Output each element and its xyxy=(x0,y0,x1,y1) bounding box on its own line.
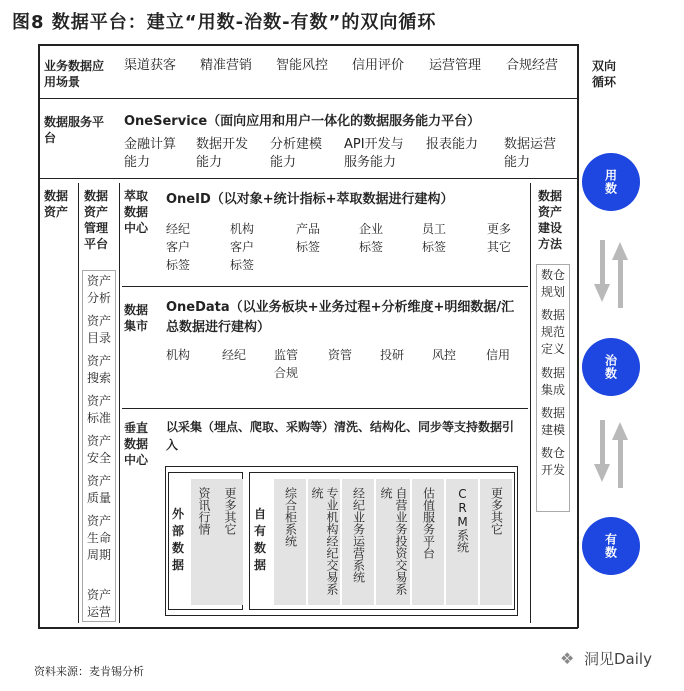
divider-app-service xyxy=(38,98,578,99)
oneid-item: 员工标签 xyxy=(422,222,447,254)
service-item: 报表能力 xyxy=(426,137,479,152)
divider-oneid-onedata xyxy=(122,286,528,287)
onedata-heading: OneData（以业务板块+业务过程+分析维度+明细数据/汇总数据进行建构） xyxy=(166,300,515,335)
external-label: 外部数据 xyxy=(172,507,185,572)
onedata-item: 监管合规 xyxy=(274,348,299,380)
internal-item: 经纪业务运营系统 xyxy=(342,479,374,605)
external-item: 更多其它 xyxy=(217,479,243,605)
internal-label: 自有数据 xyxy=(254,507,267,572)
mgmt-items xyxy=(82,270,116,622)
left-rule xyxy=(38,44,40,628)
right-rule xyxy=(577,44,579,628)
onedata-label: 数据集市 xyxy=(124,303,149,333)
divider-onedata-vertical xyxy=(122,408,528,409)
service-item: 分析建模能力 xyxy=(270,137,323,170)
wechat-icon: ❖ xyxy=(560,648,575,668)
app-item: 智能风控 xyxy=(276,58,329,73)
source-note: 资料来源：麦肯锡分析 xyxy=(34,665,144,678)
cycle-node-use: 用数 xyxy=(582,153,640,211)
mgmt-item: 资产生命周期 xyxy=(86,514,111,562)
asset-label: 数据资产 xyxy=(44,189,69,219)
external-item: 资讯行情 xyxy=(191,479,217,605)
build-items xyxy=(536,264,570,512)
service-item: 数据开发能力 xyxy=(196,137,249,170)
internal-item: CRM系统 xyxy=(446,479,478,605)
internal-item: 自营业务投资交易系统 xyxy=(376,479,410,605)
oneid-heading: OneID（以对象+统计指标+萃取数据进行建构） xyxy=(166,192,454,207)
divider-service-asset xyxy=(38,178,578,179)
mgmt-item: 资产安全 xyxy=(86,434,111,465)
build-item: 数仓开发 xyxy=(540,446,565,477)
oneid-item: 更多其它 xyxy=(487,222,512,254)
oneid-item: 机构客户标签 xyxy=(230,222,255,272)
cycle-node-have: 有数 xyxy=(582,517,640,575)
build-item: 数据规范定义 xyxy=(540,308,565,356)
oneservice-heading: OneService（面向应用和用户一体化的数据服务能力平台） xyxy=(124,114,481,129)
onedata-item: 经纪 xyxy=(222,348,247,362)
core-left-divider xyxy=(119,183,120,623)
mgmt-divider xyxy=(78,183,79,623)
internal-item: 专业机构经纪交易系统 xyxy=(308,479,340,605)
app-item: 运营管理 xyxy=(429,58,482,73)
internal-item: 综合柜系统 xyxy=(274,479,306,605)
onedata-item: 信用 xyxy=(486,348,511,362)
cycle-arrows-upper xyxy=(592,240,632,310)
mgmt-item: 资产运营 xyxy=(86,588,111,619)
row-app-label: 业务数据应用场景 xyxy=(44,59,105,89)
onedata-item: 机构 xyxy=(166,348,191,362)
mgmt-item: 资产标准 xyxy=(86,394,111,425)
build-label: 数据资产建设方法 xyxy=(538,189,563,251)
app-item: 渠道获客 xyxy=(124,58,177,73)
oneid-item: 企业标签 xyxy=(359,222,384,254)
service-item: 金融计算能力 xyxy=(124,137,177,170)
cycle-label: 双向循环 xyxy=(592,59,617,89)
onedata-item: 资管 xyxy=(328,348,353,362)
oneid-item: 产品标签 xyxy=(296,222,321,254)
vertical-label: 垂直数据中心 xyxy=(124,421,149,467)
build-item: 数据建模 xyxy=(540,406,565,437)
mgmt-item: 资产目录 xyxy=(86,314,111,345)
service-item: 数据运营能力 xyxy=(504,137,557,170)
watermark: ❖ 洞见Daily xyxy=(560,648,652,668)
cycle-node-govern: 治数 xyxy=(582,338,640,396)
mgmt-item: 资产质量 xyxy=(86,474,111,505)
mgmt-label: 数据资产管理平台 xyxy=(84,189,109,251)
build-item: 数据集成 xyxy=(540,366,565,397)
app-item: 合规经营 xyxy=(506,58,559,73)
mgmt-item: 资产分析 xyxy=(86,274,111,305)
vertical-heading: 以采集（埋点、爬取、采购等）清洗、结构化、同步等支持数据引入 xyxy=(166,420,515,452)
build-item: 数仓规划 xyxy=(540,268,565,299)
internal-item: 更多其它 xyxy=(480,479,512,605)
app-item: 信用评价 xyxy=(352,58,405,73)
mgmt-item: 资产搜索 xyxy=(86,354,111,385)
core-right-divider xyxy=(530,183,531,623)
onedata-item: 投研 xyxy=(380,348,405,362)
oneid-label: 萃取数据中心 xyxy=(124,189,149,235)
top-rule xyxy=(38,44,578,46)
internal-item: 估值服务平台 xyxy=(412,479,444,605)
onedata-item: 风控 xyxy=(432,348,457,362)
oneid-item: 经纪客户标签 xyxy=(166,222,191,272)
figure-title: 图8 数据平台：建立“用数-治数-有数”的双向循环 xyxy=(12,12,437,33)
cycle-arrows-lower xyxy=(592,420,632,490)
bottom-rule xyxy=(38,627,578,629)
app-item: 精准营销 xyxy=(200,58,253,73)
row-service-label: 数据服务平台 xyxy=(44,115,105,145)
service-item: API开发与服务能力 xyxy=(344,137,404,170)
